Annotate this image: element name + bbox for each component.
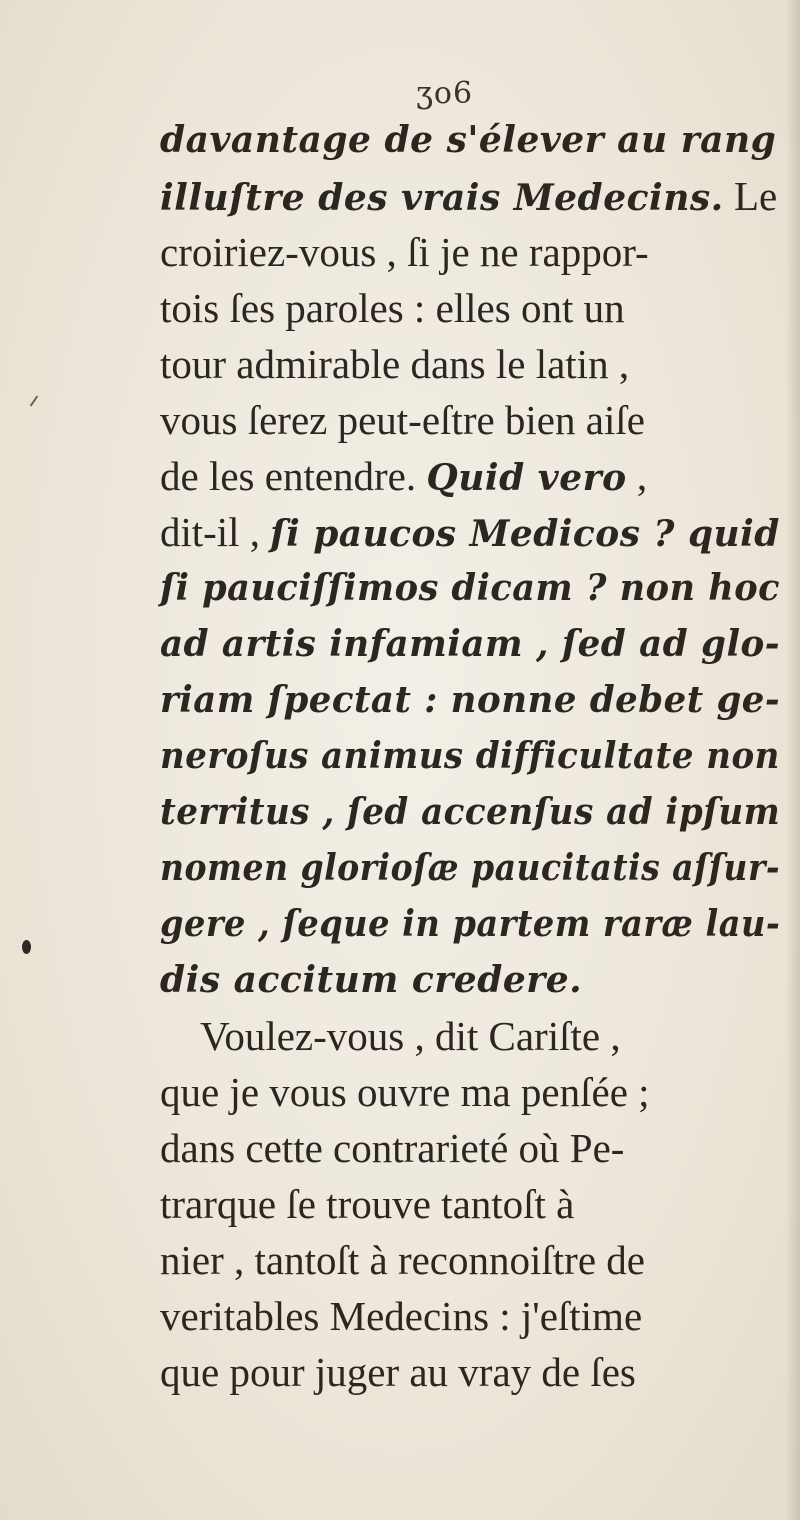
text-line-roman-part: de les entendre. [160, 453, 427, 499]
text-line: ad artis infamiam , ſed ad glo- [160, 623, 781, 665]
text-line: neroſus animus difficultate non [160, 735, 780, 777]
text-line: Voulez-vous , dit Cariſte , [200, 1013, 621, 1059]
text-line: riam ſpectat : nonne debet ge- [160, 679, 781, 721]
text-line: nier , tantoſt à reconnoiſtre de [160, 1237, 645, 1283]
text-line-italic-part: illuſtre des vrais Medecins. [160, 177, 724, 219]
text-line-roman-part: , [626, 453, 648, 499]
text-line-roman-part: Le [723, 173, 778, 219]
margin-ink-dot [22, 940, 31, 954]
text-line: trarque ſe trouve tantoſt à [160, 1181, 575, 1227]
text-line-italic-part: Quid vero [426, 457, 627, 499]
text-line: dis accitum credere. [160, 959, 583, 1001]
text-line: dans cette contrarieté où Pe- [160, 1125, 625, 1171]
text-line: nomen glorioſæ paucitatis aſſur- [160, 847, 781, 889]
text-line: tois ſes paroles : elles ont un [160, 285, 625, 331]
text-line: vous ſerez peut-eſtre bien aiſe [160, 397, 645, 443]
text-line-roman-part: dit-il , [160, 509, 271, 555]
margin-pencil-mark [30, 396, 39, 407]
text-line [160, 448, 780, 504]
text-line: territus , ſed accenſus ad ipſum [160, 791, 781, 833]
text-line: que pour juger au vray de ſes [160, 1349, 636, 1395]
page-edge-shadow [786, 0, 800, 1520]
text-line: davantage de s'élever au rang [160, 119, 777, 161]
text-line: croiriez-vous , ſi je ne rappor- [160, 229, 649, 275]
body-text [160, 112, 780, 1400]
page-number: ʒo6 [416, 76, 474, 111]
text-line: ſi pauciſſimos dicam ? non hoc [160, 567, 780, 609]
text-line: gere , ſeque in partem raræ lau- [160, 903, 781, 945]
text-line-italic-part: ſi paucos Medicos ? quid [270, 513, 780, 555]
text-line [160, 168, 780, 224]
text-line [160, 504, 778, 560]
text-line: que je vous ouvre ma penſée ; [160, 1069, 650, 1115]
text-line: tour admirable dans le latin , [160, 341, 630, 387]
text-line: veritables Medecins : j'eſtime [160, 1293, 643, 1339]
